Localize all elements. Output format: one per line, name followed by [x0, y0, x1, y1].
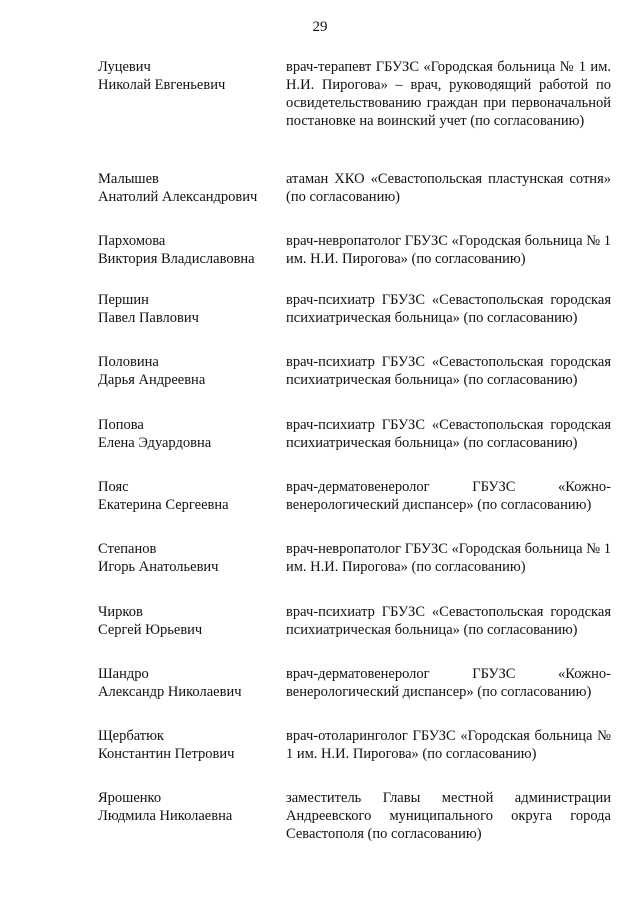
member-given-names: Игорь Анатольевич — [98, 559, 219, 575]
member-position: врач-дерматовенеролог ГБУЗС «Кожно-венерологический диспансер» (по согласованию) — [286, 479, 611, 513]
member-position: врач-терапевт ГБУЗС «Городская больница № 1 им. Н.И. Пирогова» – врач, руководящий работой по освидетельствованию граждан при первоначальной постановке на воинский учет (по согласованию) — [286, 59, 611, 129]
member-name — [98, 291, 276, 327]
member-given-names: Павел Павлович — [98, 310, 199, 326]
member-given-names: Екатерина Сергеевна — [98, 497, 229, 513]
member-surname: Щербатюк — [98, 728, 164, 744]
member-surname: Луцевич — [98, 59, 151, 75]
member-name — [98, 540, 276, 576]
member-position: врач-отоларинголог ГБУЗС «Городская больница № 1 им. Н.И. Пирогова» (по согласованию) — [286, 728, 611, 762]
member-surname: Пархомова — [98, 233, 166, 249]
member-name — [98, 170, 276, 206]
member-surname: Малышев — [98, 171, 159, 187]
member-position: атаман ХКО «Севастопольская пластунская сотня» (по согласованию) — [286, 171, 611, 205]
member-given-names: Александр Николаевич — [98, 684, 242, 700]
member-given-names: Николай Евгеньевич — [98, 77, 226, 93]
member-surname: Степанов — [98, 541, 157, 557]
member-given-names: Анатолий Александрович — [98, 189, 258, 205]
member-position: заместитель Главы местной администрации Андреевского муниципального округа города Севастополя (по согласованию) — [286, 790, 611, 842]
member-surname: Першин — [98, 292, 149, 308]
page-number: 29 — [312, 19, 328, 35]
member-position: врач-психиатр ГБУЗС «Севастопольская городская психиатрическая больница» (по согласованию) — [286, 604, 611, 638]
member-surname: Попова — [98, 417, 144, 433]
member-given-names: Дарья Андреевна — [98, 372, 206, 388]
member-given-names: Константин Петрович — [98, 746, 235, 762]
member-name — [98, 603, 276, 639]
member-name — [98, 665, 276, 701]
member-surname: Шандро — [98, 666, 149, 682]
member-position: врач-психиатр ГБУЗС «Севастопольская городская психиатрическая больница» (по согласованию) — [286, 417, 611, 451]
member-position: врач-невропатолог ГБУЗС «Городская больница № 1 им. Н.И. Пирогова» (по согласованию) — [286, 233, 611, 267]
member-given-names: Елена Эдуардовна — [98, 435, 212, 451]
member-given-names: Сергей Юрьевич — [98, 622, 203, 638]
member-position: врач-психиатр ГБУЗС «Севастопольская городская психиатрическая больница» (по согласованию) — [286, 292, 611, 326]
member-surname: Чирков — [98, 604, 143, 620]
member-name — [98, 789, 276, 825]
member-position: врач-психиатр ГБУЗС «Севастопольская городская психиатрическая больница» (по согласованию) — [286, 354, 611, 388]
member-name — [98, 353, 276, 389]
member-position: врач-невропатолог ГБУЗС «Городская больница № 1 им. Н.И. Пирогова» (по согласованию) — [286, 541, 611, 575]
member-given-names: Людмила Николаевна — [98, 808, 233, 824]
member-surname: Ярошенко — [98, 790, 162, 806]
member-position: врач-дерматовенеролог ГБУЗС «Кожно-венерологический диспансер» (по согласованию) — [286, 666, 611, 700]
member-name — [98, 232, 276, 268]
member-surname: Половина — [98, 354, 159, 370]
member-name — [98, 58, 276, 94]
member-name — [98, 416, 276, 452]
member-surname: Пояс — [98, 479, 129, 495]
member-given-names: Виктория Владиславовна — [98, 251, 255, 267]
member-name — [98, 727, 276, 763]
member-name — [98, 478, 276, 514]
